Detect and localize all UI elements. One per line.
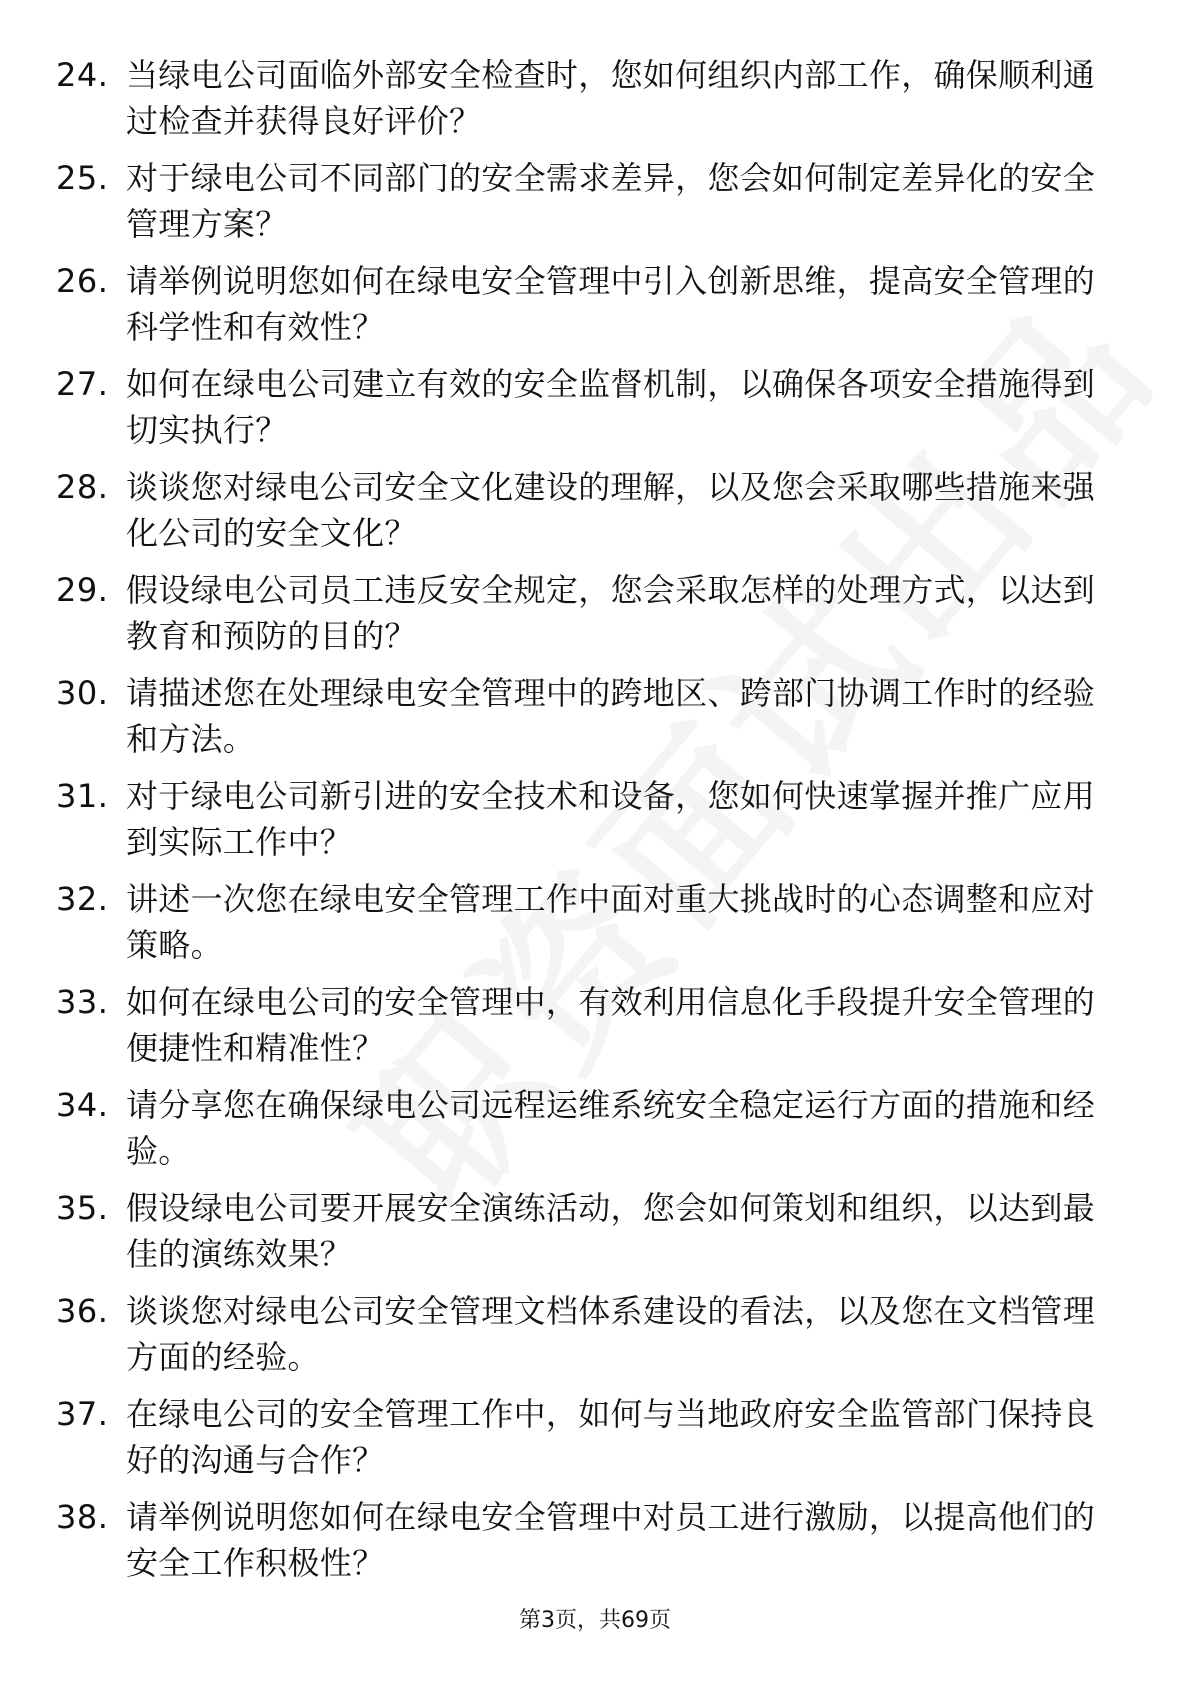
question-number: 25. bbox=[56, 159, 109, 197]
question-number: 32. bbox=[56, 880, 109, 918]
question-item bbox=[56, 1391, 1116, 1494]
question-number: 36. bbox=[56, 1292, 109, 1330]
question-item bbox=[56, 361, 1116, 464]
page-number-label: 第3页，共69页 bbox=[519, 1608, 671, 1633]
question-text: 当绿电公司面临外部安全检查时，您如何组织内部工作，确保顺利通过检查并获得良好评价？ bbox=[126, 56, 1096, 140]
question-item bbox=[56, 464, 1116, 567]
question-text: 如何在绿电公司的安全管理中，有效利用信息化手段提升安全管理的便捷性和精准性？ bbox=[126, 983, 1096, 1067]
question-text: 对于绿电公司不同部门的安全需求差异，您会如何制定差异化的安全管理方案？ bbox=[126, 159, 1096, 243]
question-item bbox=[56, 1082, 1116, 1185]
question-text: 请分享您在确保绿电公司远程运维系统安全稳定运行方面的措施和经验。 bbox=[126, 1086, 1096, 1170]
question-text: 请举例说明您如何在绿电安全管理中引入创新思维，提高安全管理的科学性和有效性？ bbox=[126, 262, 1096, 346]
question-number: 35. bbox=[56, 1189, 109, 1227]
question-item bbox=[56, 979, 1116, 1082]
question-item bbox=[56, 567, 1116, 670]
question-number: 37. bbox=[56, 1395, 109, 1433]
question-number: 28. bbox=[56, 468, 109, 506]
page-footer bbox=[0, 1606, 1190, 1636]
question-item bbox=[56, 1494, 1116, 1597]
question-item bbox=[56, 155, 1116, 258]
question-item bbox=[56, 258, 1116, 361]
question-text: 如何在绿电公司建立有效的安全监督机制，以确保各项安全措施得到切实执行？ bbox=[126, 365, 1096, 449]
question-number: 27. bbox=[56, 365, 109, 403]
question-text: 在绿电公司的安全管理工作中，如何与当地政府安全监管部门保持良好的沟通与合作？ bbox=[126, 1395, 1096, 1479]
question-item bbox=[56, 773, 1116, 876]
question-number: 38. bbox=[56, 1498, 109, 1536]
question-text: 讲述一次您在绿电安全管理工作中面对重大挑战时的心态调整和应对策略。 bbox=[126, 880, 1096, 964]
question-item bbox=[56, 1185, 1116, 1288]
question-text: 请举例说明您如何在绿电安全管理中对员工进行激励，以提高他们的安全工作积极性？ bbox=[126, 1498, 1096, 1582]
question-number: 24. bbox=[56, 56, 109, 94]
question-text: 请描述您在处理绿电安全管理中的跨地区、跨部门协调工作时的经验和方法。 bbox=[126, 674, 1096, 758]
question-item bbox=[56, 1288, 1116, 1391]
question-item bbox=[56, 52, 1116, 155]
question-number: 31. bbox=[56, 777, 109, 815]
question-number: 26. bbox=[56, 262, 109, 300]
question-text: 假设绿电公司要开展安全演练活动，您会如何策划和组织，以达到最佳的演练效果？ bbox=[126, 1189, 1096, 1273]
question-text: 谈谈您对绿电公司安全文化建设的理解，以及您会采取哪些措施来强化公司的安全文化？ bbox=[126, 468, 1096, 552]
question-number: 30. bbox=[56, 674, 109, 712]
question-number: 34. bbox=[56, 1086, 109, 1124]
question-text: 对于绿电公司新引进的安全技术和设备，您如何快速掌握并推广应用到实际工作中？ bbox=[126, 777, 1096, 861]
question-text: 假设绿电公司员工违反安全规定，您会采取怎样的处理方式，以达到教育和预防的目的？ bbox=[126, 571, 1096, 655]
question-item bbox=[56, 670, 1116, 773]
question-item bbox=[56, 876, 1116, 979]
question-number: 33. bbox=[56, 983, 109, 1021]
question-number: 29. bbox=[56, 571, 109, 609]
question-text: 谈谈您对绿电公司安全管理文档体系建设的看法，以及您在文档管理方面的经验。 bbox=[126, 1292, 1096, 1376]
question-list bbox=[56, 52, 1116, 1597]
